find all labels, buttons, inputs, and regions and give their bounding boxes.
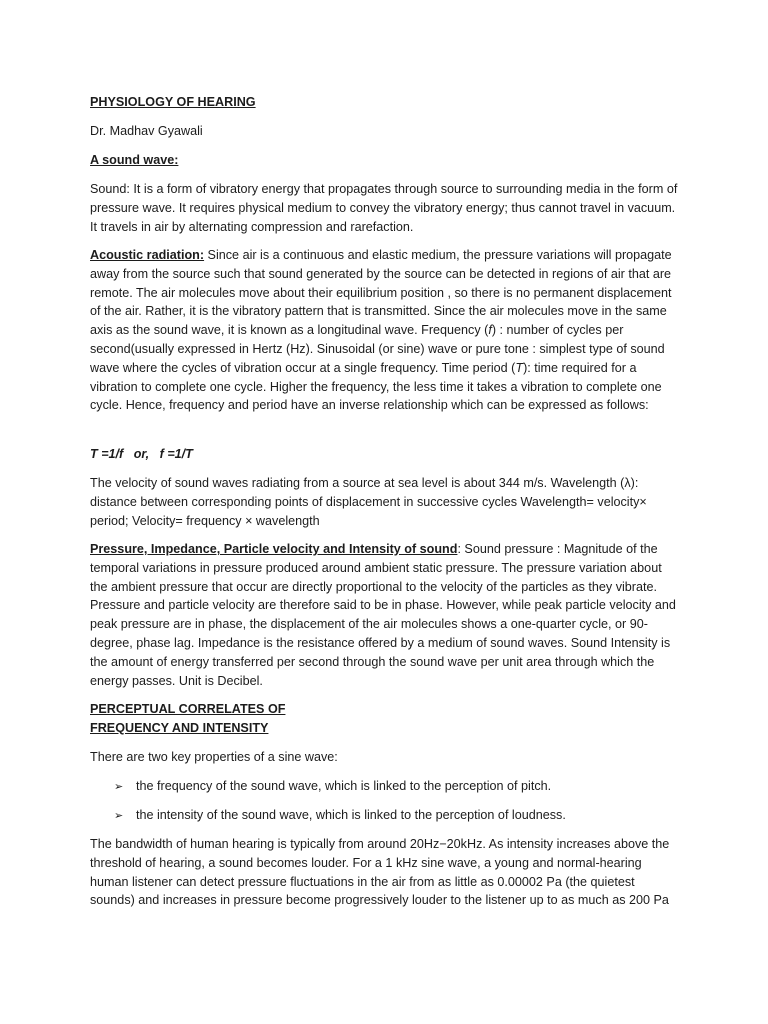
arrow-bullet-icon: ➢ [114,809,124,822]
sound-wave-heading [90,151,680,170]
title-text: PHYSIOLOGY OF HEARING [90,95,256,109]
acoustic-text-2: ) : number of cycles per second(usually expressed in Hertz (Hz). Sinusoidal (or sine) wave or pure tone : simplest type of sound wave where the cycles of vibration occur at a single frequency. Time period ( [90,323,665,375]
document-title [90,93,680,112]
list-item [114,806,674,826]
bandwidth-paragraph: The bandwidth of human hearing is typically from around 20Hz−20kHz. As intensity increases above the threshold of hearing, a sound becomes louder. For a 1 kHz sine wave, a young and normal-hearing human listener can detect pressure fluctuations in the air from as little as 0.00002 Pa (the quietest sounds) and increases in pressure become progressively louder to the listener up to as much as 200 Pa [90,837,670,908]
arrow-bullet-icon: ➢ [114,780,124,793]
sound-wave-heading-text: A sound wave: [90,153,179,167]
acoustic-radiation-paragraph [90,246,680,415]
sound-paragraph: Sound: It is a form of vibratory energy that propagates through source to surrounding media in the form of pressure wave. It requires physical medium to convey the vibratory energy; thus cannot travel in vacuum. It travels in air by alternating compression and rarefaction. [90,182,678,234]
properties-intro: There are two key properties of a sine wave: [90,750,338,764]
acoustic-text-3: ): time required for a vibration to complete one cycle. Higher the frequency, the less time it takes a vibration to complete one cycle. Hence, frequency and period have an inverse relationship which can be expressed as follows: [90,360,662,413]
frequency-period-formula: T =1/f or, f =1/T [90,447,193,461]
velocity-paragraph: The velocity of sound waves radiating from a source at sea level is about 344 m/s. Wavelength (λ): distance between corresponding points of displacement in successive cycles Wavelength= velocity× period; Velocity= frequency × wavelength [90,476,647,528]
perceptual-heading-line-1: PERCEPTUAL CORRELATES OF [90,702,286,716]
frequency-symbol: f [488,323,492,338]
pressure-label: Pressure, Impedance, Particle velocity and Intensity of sound [90,542,458,556]
period-symbol: T [515,360,524,375]
perceptual-heading [90,700,680,738]
acoustic-text-1: Since air is a continuous and elastic medium, the pressure variations will propagate away from the source such that sound generated by the source can be detected in regions of air that are remote. The air molecules move about their equilibrium position , so there is no permanent displacement of the air. Rather, it is the vibratory pattern that is transmitted. Since the air molecules move in the same axis as the sound wave, it is known as a longitudinal wave. Frequency ( [90,248,672,338]
list-item-text: the frequency of the sound wave, which is linked to the perception of pitch. [136,779,552,793]
perceptual-heading-line-2: FREQUENCY AND INTENSITY [90,720,269,735]
pressure-paragraph [90,540,680,690]
pressure-text: : Sound pressure : Magnitude of the temporal variations in pressure produced around ambient static pressure. The pressure variation about the ambient pressure that occur are directly proportional to the velocity of the particles as they vibrate. Pressure and particle velocity are therefore said to be in phase. However, while peak particle velocity and peak pressure are in phase, the displacement of the air molecules shows a one-quarter cycle, or 90-degree, phase lag. Impedance is the resistance offered by a medium of sound waves. Sound Intensity is the amount of energy transferred per second through the sound wave per unit area through which the energy passes. Unit is Decibel. [90,542,676,688]
acoustic-radiation-label: Acoustic radiation: [90,248,205,262]
list-item-text: the intensity of the sound wave, which is linked to the perception of loudness. [136,808,566,822]
author-line: Dr. Madhav Gyawali [90,124,203,138]
list-item [114,777,674,797]
